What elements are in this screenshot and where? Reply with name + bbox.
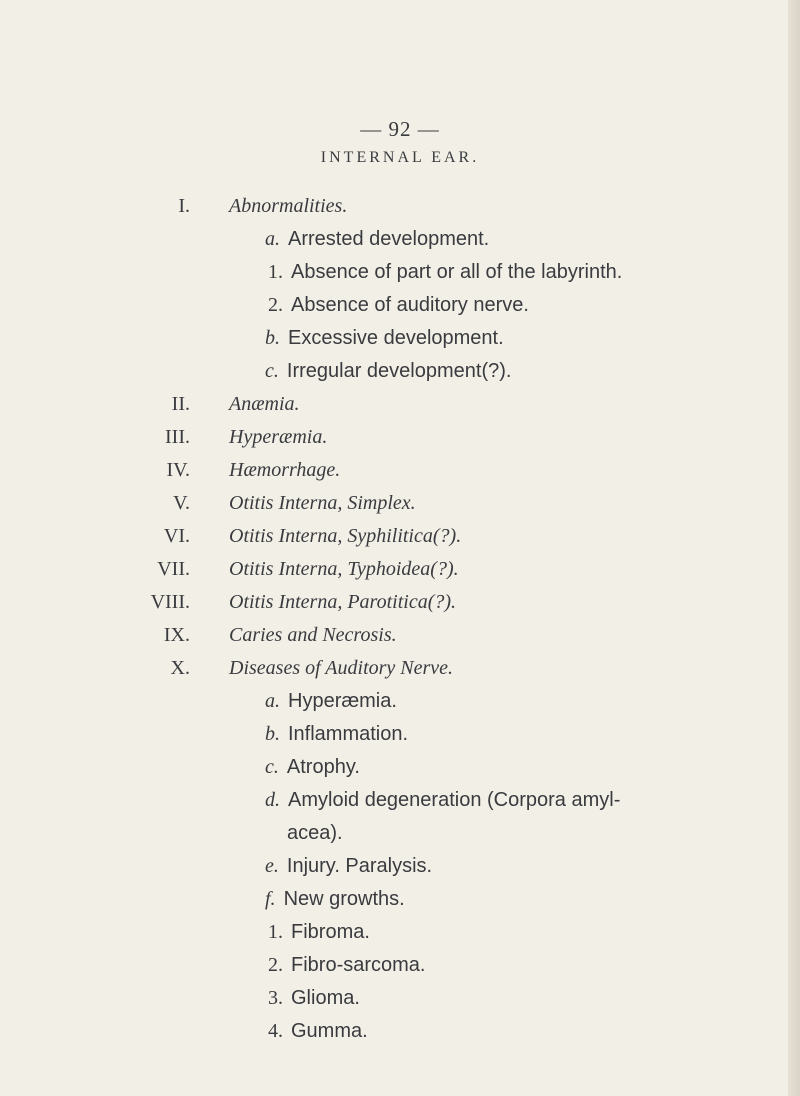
section-numeral: II. (171, 393, 190, 415)
section-title: Abnormalities. (229, 195, 348, 217)
list-item (268, 293, 529, 317)
list-item-continuation: acea). (287, 822, 343, 844)
section-title: Anæmia. (229, 393, 300, 415)
list-item (268, 986, 360, 1010)
subitem-marker: 1. (268, 921, 283, 943)
item-marker: f. (265, 888, 276, 910)
item-text: Atrophy. (286, 756, 360, 778)
list-item (265, 788, 620, 812)
subitem-text: Absence of part or all of the labyrinth. (291, 261, 623, 283)
subitem-text: Fibro-sarcoma. (291, 954, 426, 976)
item-marker: a. (265, 228, 280, 250)
list-item (265, 755, 360, 779)
item-marker: c. (265, 756, 279, 778)
item-marker: b. (265, 723, 280, 745)
section-numeral: X. (170, 657, 190, 679)
item-text: Hyperæmia. (288, 690, 397, 712)
list-item (268, 1019, 368, 1043)
section-numeral: IX. (163, 624, 190, 646)
list-item (265, 359, 511, 383)
item-text: Irregular development(?). (286, 360, 512, 382)
section-numeral: III. (165, 426, 190, 448)
item-marker: b. (265, 327, 280, 349)
subitem-text: Absence of auditory nerve. (291, 294, 529, 316)
list-item (268, 920, 370, 944)
section-title: Hæmorrhage. (229, 459, 341, 481)
subitem-text: Fibroma. (291, 921, 370, 943)
item-marker: d. (265, 789, 280, 811)
subitem-text: Glioma. (291, 987, 360, 1009)
page-heading: INTERNAL EAR. (320, 149, 480, 166)
subitem-marker: 2. (268, 294, 283, 316)
section-numeral: VI. (163, 525, 190, 547)
subitem-marker: 1. (268, 261, 283, 283)
subitem-text: Gumma. (291, 1020, 368, 1042)
section-title: Otitis Interna, Simplex. (229, 492, 416, 514)
item-text: New growths. (283, 888, 405, 910)
section-title: Diseases of Auditory Nerve. (229, 657, 454, 679)
section-numeral: VII. (157, 558, 190, 580)
list-item (265, 722, 408, 746)
list-item (268, 953, 425, 977)
list-item (265, 227, 489, 251)
section-title: Otitis Interna, Parotitica(?). (229, 591, 457, 613)
section-title: Otitis Interna, Typhoidea(?). (229, 558, 459, 580)
subitem-marker: 3. (268, 987, 283, 1009)
item-text: Amyloid degeneration (Corpora amyl- (288, 789, 621, 811)
item-text: Inflammation. (288, 723, 409, 745)
item-text: Injury. Paralysis. (286, 855, 433, 877)
page-number: — 92 — (360, 117, 440, 141)
section-title: Otitis Interna, Syphilitica(?). (229, 525, 462, 547)
item-marker: e. (265, 855, 279, 877)
item-text: Excessive development. (288, 327, 504, 349)
list-item (265, 689, 397, 713)
section-title: Caries and Necrosis. (229, 624, 397, 646)
section-numeral: VIII. (150, 591, 190, 613)
item-marker: a. (265, 690, 280, 712)
subitem-marker: 4. (268, 1020, 283, 1042)
list-item (265, 854, 432, 878)
item-text: Arrested development. (288, 228, 490, 250)
section-numeral: IV. (166, 459, 190, 481)
section-numeral: I. (178, 195, 190, 217)
section-title: Hyperæmia. (229, 426, 328, 448)
list-item (265, 326, 504, 350)
item-marker: c. (265, 360, 279, 382)
list-item (268, 260, 622, 284)
section-numeral: V. (173, 492, 190, 514)
subitem-marker: 2. (268, 954, 283, 976)
list-item (265, 887, 405, 911)
